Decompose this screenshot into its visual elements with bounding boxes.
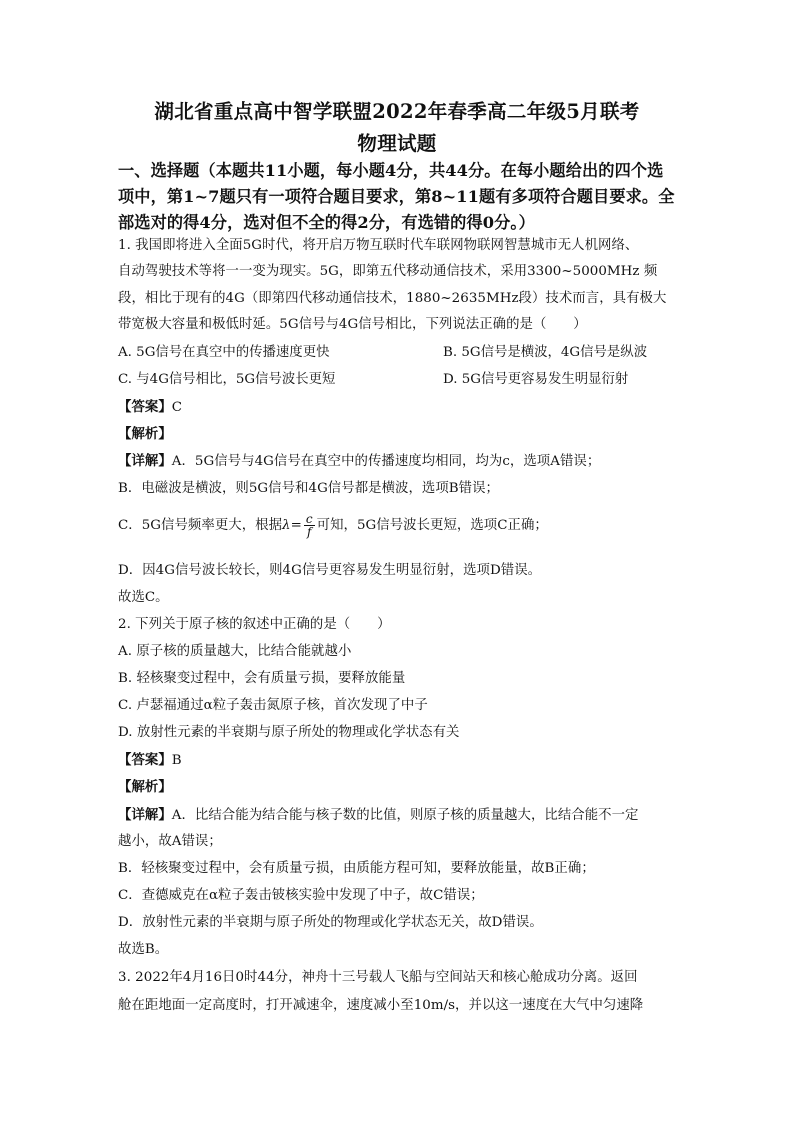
q1-stem-line-1: 1. 我国即将进入全面5G时代，将开启万物互联时代车联网物联网智慧城市无人机网络、: [118, 238, 639, 253]
q1-option-a: A. 5G信号在真空中的传播速度更快: [118, 345, 330, 360]
q2-answer-value: B: [171, 753, 182, 768]
exam-subtitle: 物理试题: [357, 132, 437, 155]
q1-detail-b: B．电磁波是横波，则5G信号和4G信号都是横波，选项B错误；: [118, 481, 499, 496]
q2-detail-c: C．查德威克在α粒子轰击铍核实验中发现了中子，故C错误；: [118, 888, 484, 903]
q2-detail-tag: 【详解】: [118, 807, 172, 823]
q2-detail-a-line-1: [118, 805, 638, 826]
q2-answer: [118, 750, 182, 771]
q2-answer-tag: 【答案】: [118, 752, 172, 768]
q1-detail-c-pre: C．5G信号频率更大，根据: [118, 518, 283, 533]
formula-lambda: λ=: [282, 518, 302, 533]
section-instruction-line-1: 一、选择题（本题共11小题，每小题4分，共44分。在每小题给出的四个选: [118, 161, 664, 180]
q2-option-c: C. 卢瑟福通过α粒子轰击氮原子核，首次发现了中子: [118, 698, 428, 713]
q2-detail-a1-text: A．比结合能为结合能与核子数的比值，则原子核的质量越大，比结合能不一定: [171, 808, 639, 823]
exam-title: 湖北省重点高中智学联盟2022年春季高二年级5月联考: [154, 100, 640, 123]
q1-stem-line-3: 段，相比于现有的4G（即第四代移动通信技术，1880~2635MHz段）技术而言，具有极大: [118, 291, 667, 306]
q1-option-b: B. 5G信号是横波，4G信号是纵波: [443, 345, 648, 360]
q1-answer-tag: 【答案】: [118, 399, 172, 415]
q2-option-d: D. 放射性元素的半衰期与原子所处的物理或化学状态有关: [118, 725, 460, 740]
q3-stem-line-1: 3. 2022年4月16日0时44分，神舟十三号载人飞船与空间站天和核心舱成功分离。返回: [118, 970, 638, 985]
q2-detail-b: B．轻核聚变过程中，会有质量亏损，由质能方程可知，要释放能量，故B正确；: [118, 861, 595, 876]
q2-option-a: A. 原子核的质量越大，比结合能就越小: [118, 644, 352, 659]
q2-detail-d: D．放射性元素的半衰期与原子所处的物理或化学状态无关，故D错误。: [118, 915, 543, 930]
q1-option-d: D. 5G信号更容易发生明显衍射: [443, 372, 629, 387]
q3-stem-line-2: 舱在距地面一定高度时，打开减速伞，速度减小至10m/s，并以这一速度在大气中匀速降: [118, 998, 644, 1013]
q1-answer-value: C: [171, 400, 183, 415]
q1-analysis-tag: 【解析】: [118, 426, 172, 442]
q1-stem-line-2: 自动驾驶技术等将一一变为现实。5G，即第五代移动通信技术，采用3300~5000MHz 频: [118, 264, 658, 279]
q2-detail-a-line-2: 越小，故A错误；: [118, 834, 222, 849]
q2-conclusion: 故选B。: [118, 942, 169, 957]
q1-detail-c-post: 可知，5G信号波长更短，选项C正确；: [316, 518, 548, 533]
q1-conclusion: 故选C。: [118, 590, 169, 605]
formula-numerator: c: [305, 512, 313, 526]
section-instruction-line-2: 项中，第1~7题只有一项符合题目要求，第8~11题有多项符合题目要求。全: [118, 187, 675, 206]
section-instruction-line-3: 部选对的得4分，选对但不全的得2分，有选错的得0分。）: [118, 213, 535, 232]
q2-option-b: B. 轻核聚变过程中，会有质量亏损，要释放能量: [118, 671, 406, 686]
q1-detail-a-text: A．5G信号与4G信号在真空中的传播速度均相同，均为c，选项A错误；: [171, 454, 601, 469]
formula-fraction: [304, 513, 315, 538]
q2-analysis-tag: 【解析】: [118, 779, 172, 795]
q1-detail-tag: 【详解】: [118, 453, 172, 469]
q1-detail-c: [118, 512, 548, 540]
q1-detail-a: [118, 451, 600, 472]
q1-detail-d: D．因4G信号波长较长，则4G信号更容易发生明显衍射，选项D错误。: [118, 563, 542, 578]
formula-denominator: f: [306, 525, 312, 539]
q1-option-c: C. 与4G信号相比，5G信号波长更短: [118, 372, 336, 387]
q1-stem-line-4: 带宽极大容量和极低时延。5G信号与4G信号相比，下列说法正确的是（ ）: [118, 317, 587, 332]
q2-stem: 2. 下列关于原子核的叙述中正确的是（ ）: [118, 617, 391, 632]
q1-answer: [118, 397, 182, 418]
